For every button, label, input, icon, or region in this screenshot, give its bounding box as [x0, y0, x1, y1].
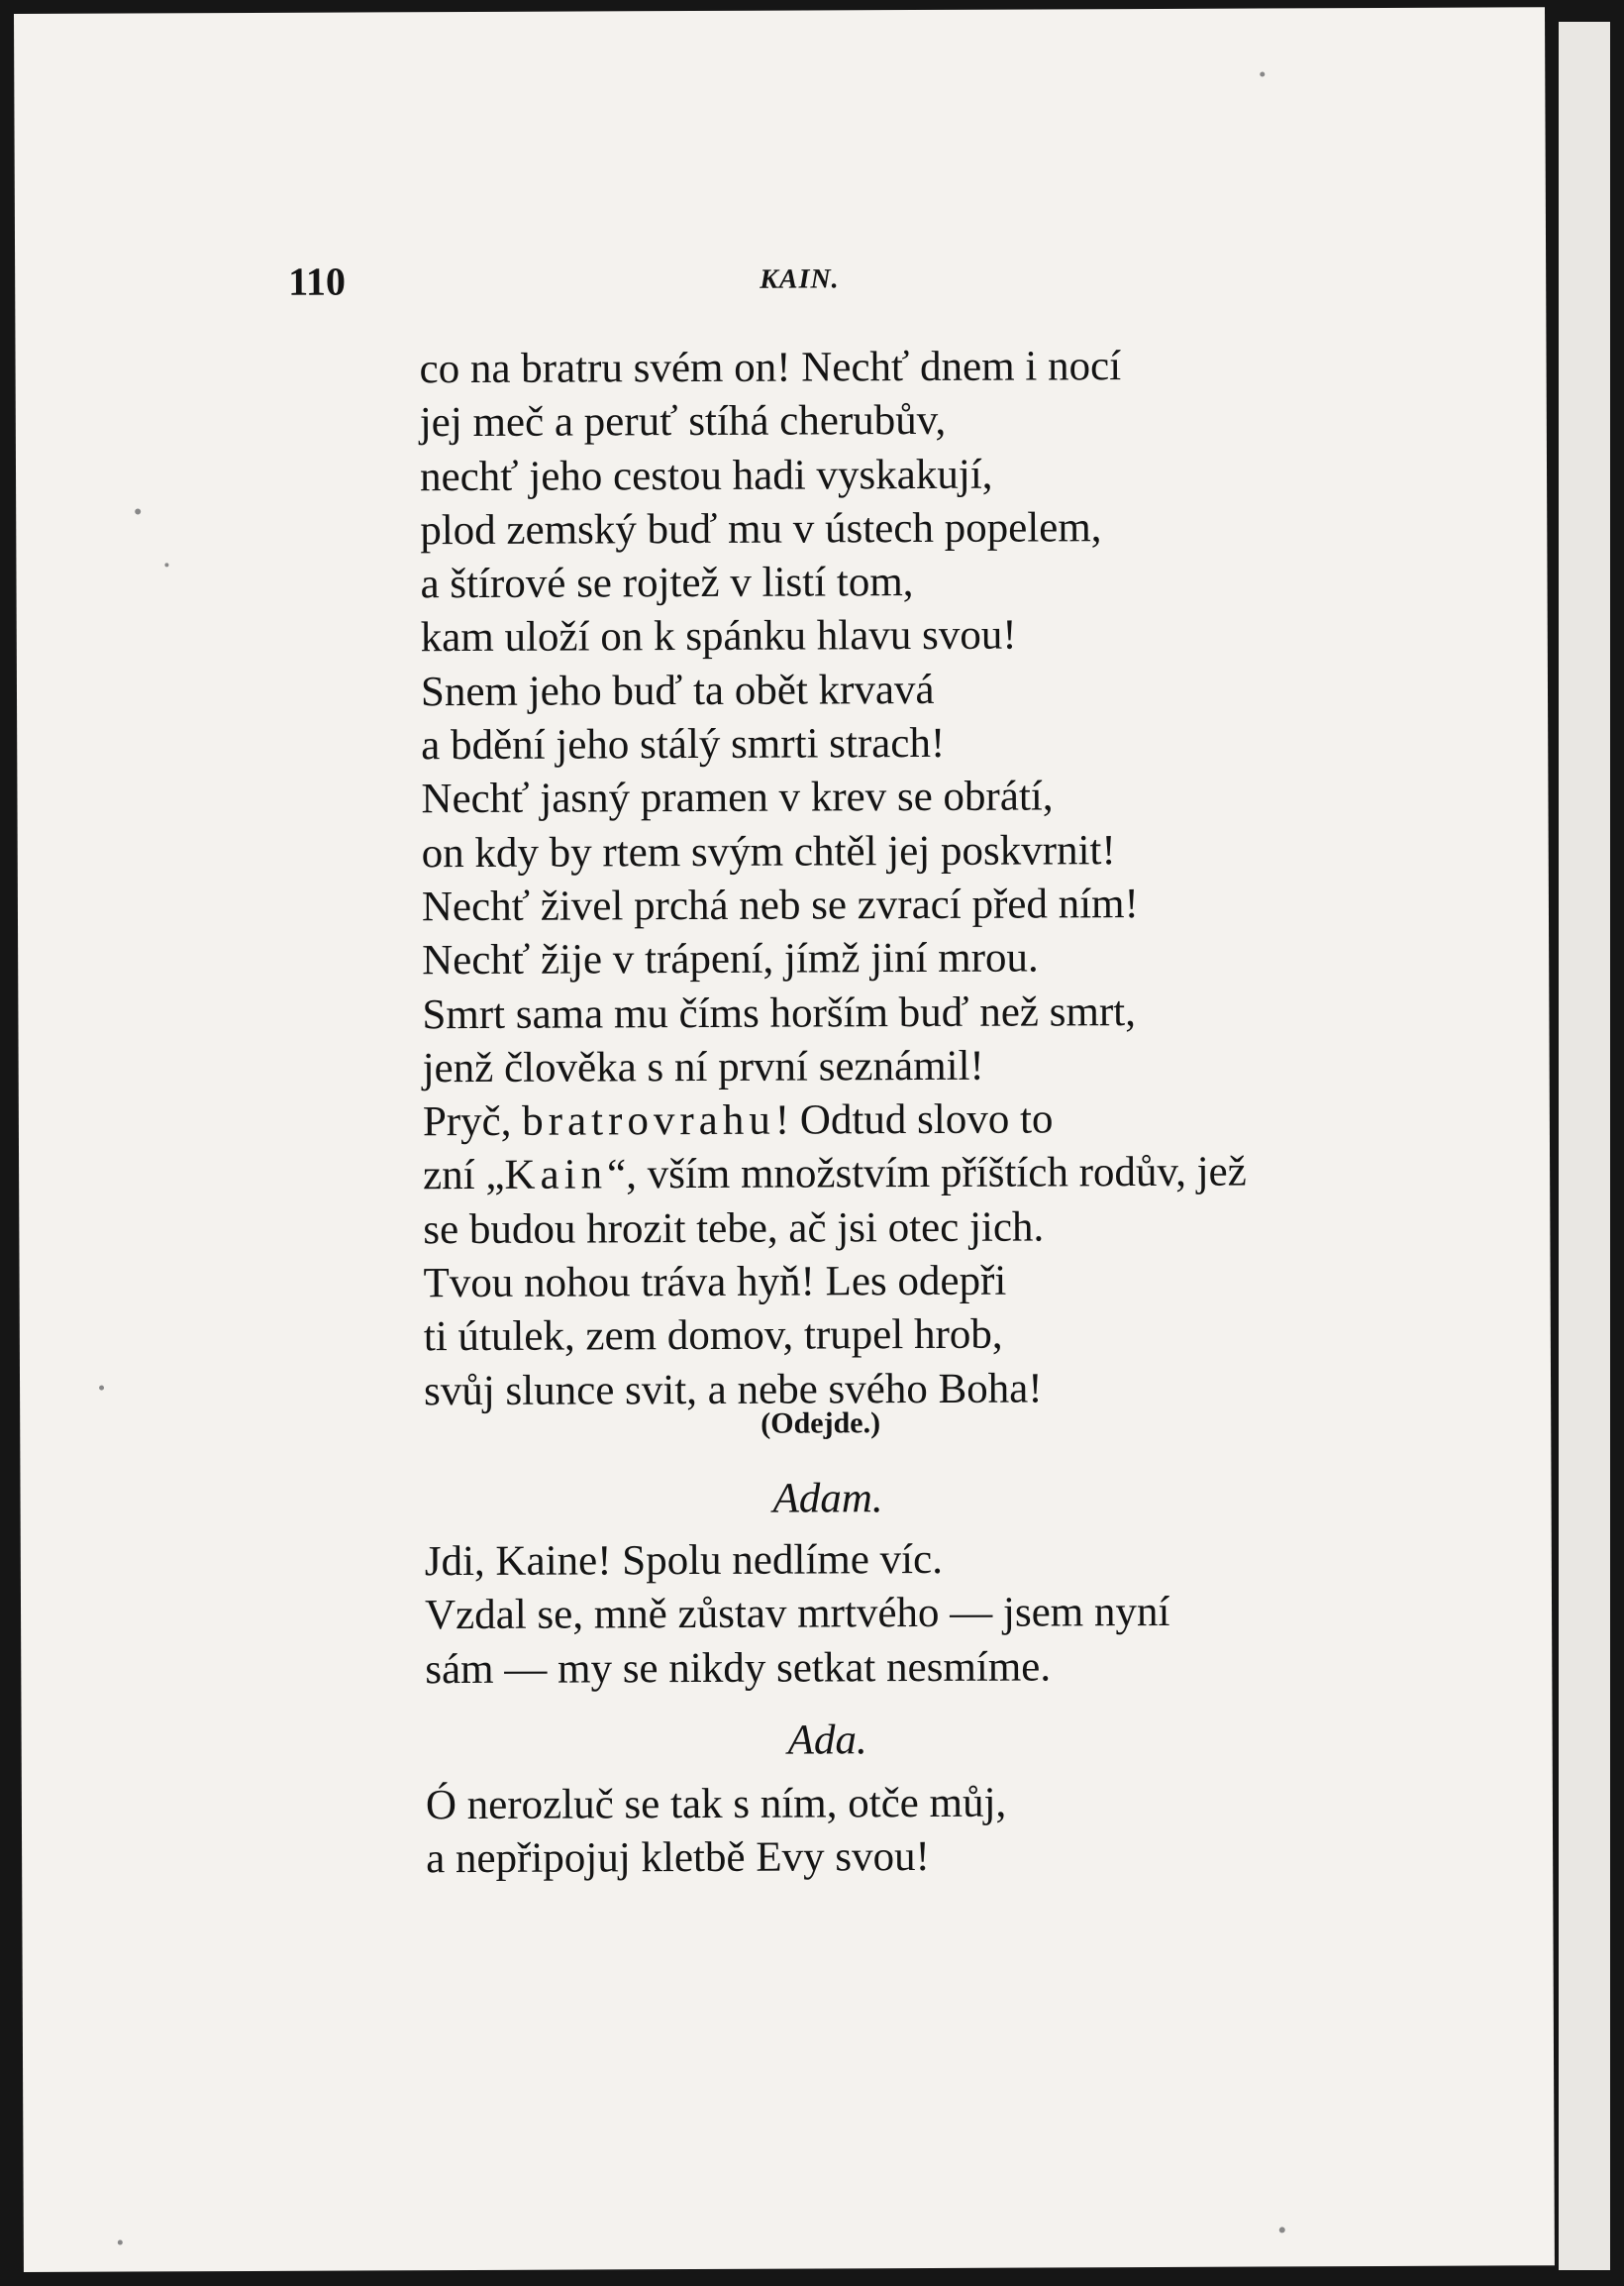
- speaker-name-adam: Adam.: [772, 1475, 883, 1522]
- verse-line: a nepřipojuj kletbě Evy svou!: [426, 1833, 930, 1883]
- verse-line: jenž člověka s ní první seznámil!: [422, 1042, 984, 1092]
- verse-block-cain-curse: [419, 340, 1247, 1419]
- verse-line: Snem jeho buď ta obět krvavá: [420, 666, 935, 715]
- verse-line: nechť jeho cestou hadi vyskakují,: [419, 451, 993, 500]
- verse-line: Nechť živel prchá neb se zvrací před ním!: [421, 881, 1139, 931]
- paper-speck: [164, 563, 168, 567]
- verse-line: Jdi, Kaine! Spolu nedlíme víc.: [424, 1535, 943, 1586]
- verse-line: kam uloží on k spánku hlavu svou!: [420, 612, 1017, 662]
- paper-speck: [118, 2240, 123, 2245]
- verse-fragment: “, vším množstvím příštích rodův, jež: [606, 1149, 1247, 1198]
- adjacent-page-edge: [1559, 22, 1610, 2270]
- verse-line: Tvou nohou tráva hyň! Les odepři: [423, 1257, 1007, 1307]
- verse-block-adam: [425, 1532, 1170, 1697]
- running-title: KAIN.: [760, 263, 840, 295]
- verse-line: svůj slunce svit, a nebe svého Boha!: [423, 1365, 1043, 1414]
- verse-line: Nechť žije v trápení, jímž jiní mrou.: [422, 934, 1039, 985]
- verse-line: Nechť jasný pramen v krev se obrátí,: [421, 773, 1054, 823]
- verse-line: a bdění jeho stálý smrti strach!: [421, 719, 946, 770]
- verse-line: ti útulek, zem domov, trupel hrob,: [423, 1310, 1003, 1361]
- verse-line: a štírové se rojtež v listí tom,: [420, 559, 914, 608]
- speaker-name-ada: Ada.: [787, 1716, 867, 1764]
- verse-line: Vzdal se, mně zůstav mrtvého — jsem nyní: [424, 1589, 1170, 1639]
- verse-line: co na bratru svém on! Nechť dnem i nocí: [419, 343, 1122, 393]
- verse-line: jej meč a peruť stíhá cherubův,: [419, 397, 947, 447]
- verse-fragment: zní „: [423, 1152, 505, 1199]
- spaced-word-kain: Kain: [504, 1151, 608, 1199]
- verse-line: sám — my se nikdy setkat nesmíme.: [425, 1643, 1052, 1693]
- page-number: 110: [288, 259, 347, 304]
- verse-line: Smrt sama mu číms horším buď než smrt,: [422, 987, 1137, 1038]
- paper-speck: [99, 1386, 104, 1391]
- verse-fragment: Pryč,: [422, 1097, 523, 1146]
- verse-line: Ó nerozluč se tak s ním, otče můj,: [425, 1779, 1007, 1829]
- spaced-word-bratrovrahu: bratrovrahu: [522, 1096, 775, 1145]
- verse-line-bratrovrahu: [423, 1092, 1247, 1150]
- verse-line-kain-name: [423, 1146, 1247, 1203]
- paper-speck: [135, 508, 141, 514]
- verse-line: plod zemský buď mu v ústech popelem,: [420, 504, 1102, 555]
- book-page: [14, 7, 1555, 2272]
- verse-line: se budou hrozit tebe, ač jsi otec jich.: [423, 1203, 1045, 1253]
- verse-fragment: ! Odtud slovo to: [774, 1095, 1054, 1144]
- verse-block-ada: [426, 1777, 1007, 1887]
- paper-speck: [1279, 2227, 1285, 2233]
- stage-direction: (Odejde.): [761, 1406, 881, 1440]
- verse-line: on kdy by rtem svým chtěl jej poskvrnit!: [421, 826, 1116, 877]
- paper-speck: [1260, 71, 1265, 76]
